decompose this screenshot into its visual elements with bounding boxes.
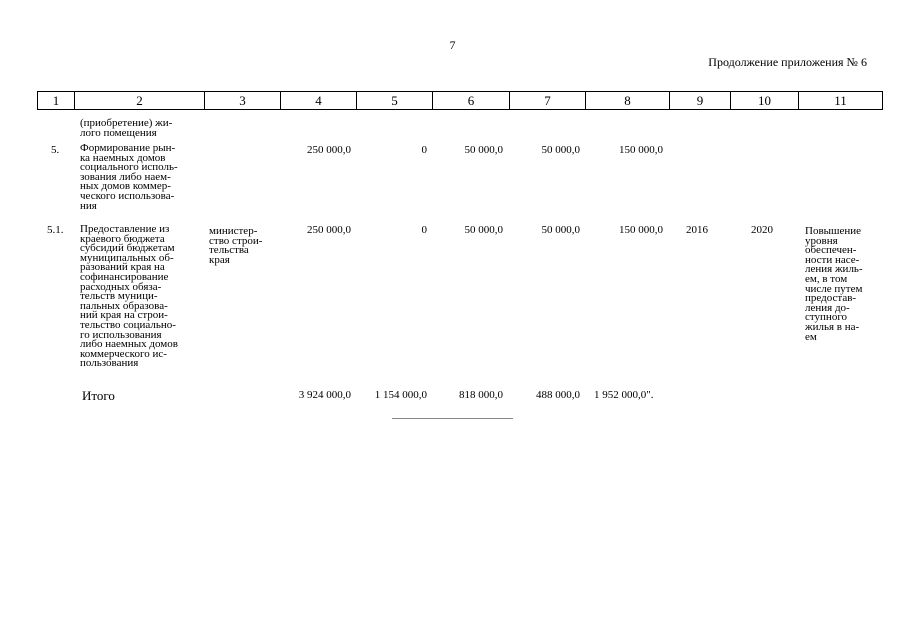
header-cell: 1 bbox=[38, 92, 75, 110]
value-cell: 50 000,0 bbox=[464, 144, 503, 156]
value-cell: 0 bbox=[421, 144, 427, 156]
text-line: ления жиль- bbox=[805, 263, 863, 276]
text-line: лого помещения bbox=[80, 126, 157, 139]
header-cell: 11 bbox=[799, 92, 883, 110]
text-line: ступного bbox=[805, 311, 848, 324]
value-cell: 0 bbox=[421, 224, 427, 236]
header-cell: 6 bbox=[433, 92, 510, 110]
header-cell: 3 bbox=[205, 92, 281, 110]
text-line: коммерческого ис- bbox=[80, 347, 167, 360]
text-line: министер- bbox=[209, 225, 258, 237]
text-line: предостав- bbox=[805, 292, 857, 305]
text-line: числе путем bbox=[805, 282, 863, 295]
text-line: ем, в том bbox=[805, 272, 848, 285]
text-line: ческого использова- bbox=[80, 189, 175, 202]
executor bbox=[209, 227, 279, 265]
header-cell: 10 bbox=[731, 92, 799, 110]
text-line: (приобретение) жи- bbox=[80, 117, 173, 129]
text-line: Повышение bbox=[805, 225, 862, 237]
header-cell: 9 bbox=[670, 92, 731, 110]
text-line: муниципальных об- bbox=[80, 251, 174, 264]
text-line: ем bbox=[805, 330, 817, 343]
text-line: ка наемных домов bbox=[80, 151, 166, 164]
text-line: субсидий бюджетам bbox=[80, 242, 175, 255]
text-line: жилья в на- bbox=[805, 320, 860, 333]
end-divider bbox=[392, 418, 513, 419]
text-line: пальных образова- bbox=[80, 299, 168, 312]
row-name bbox=[80, 225, 200, 369]
header-cell: 2 bbox=[75, 92, 205, 110]
start-year: 2016 bbox=[686, 224, 708, 236]
text-line: краевого бюджета bbox=[80, 232, 165, 245]
text-line: Предоставление из bbox=[80, 223, 170, 235]
text-line: ных домов коммер- bbox=[80, 180, 171, 193]
text-line: го использования bbox=[80, 328, 162, 341]
carryover-text bbox=[80, 119, 200, 138]
text-line: ния bbox=[80, 199, 97, 212]
header-cell: 4 bbox=[281, 92, 357, 110]
value-cell: 250 000,0 bbox=[307, 144, 351, 156]
row-name bbox=[80, 144, 200, 211]
text-line: уровня bbox=[805, 234, 838, 247]
text-line: ления до- bbox=[805, 301, 850, 314]
text-line: либо наемных домов bbox=[80, 338, 178, 351]
text-line: Формирование рын- bbox=[80, 142, 176, 154]
text-line: софинансирование bbox=[80, 270, 169, 283]
text-line: зования либо наем- bbox=[80, 170, 171, 183]
text-line: тельства bbox=[209, 244, 249, 257]
header-cell: 7 bbox=[510, 92, 586, 110]
total-label: Итого bbox=[82, 388, 115, 403]
text-line: ности насе- bbox=[805, 253, 860, 266]
header-cell: 5 bbox=[357, 92, 433, 110]
total-value: 3 924 000,0 bbox=[298, 389, 351, 401]
continuation-heading: Продолжение приложения № 6 bbox=[708, 55, 867, 69]
text-line: социального исполь- bbox=[80, 161, 178, 174]
row-number: 5.1. bbox=[47, 224, 64, 236]
value-cell: 50 000,0 bbox=[541, 144, 580, 156]
text-line: ство строи- bbox=[209, 234, 263, 247]
text-line: тельство социально- bbox=[80, 318, 176, 331]
text-line: пользования bbox=[80, 357, 139, 370]
header-cell: 8 bbox=[586, 92, 670, 110]
text-line: разований края на bbox=[80, 261, 165, 274]
total-value: 1 154 000,0 bbox=[374, 389, 427, 401]
total-value: 818 000,0 bbox=[459, 389, 503, 401]
text-line: расходных обяза- bbox=[80, 280, 162, 293]
value-cell: 50 000,0 bbox=[464, 224, 503, 236]
text-line: ний края на строи- bbox=[80, 309, 168, 322]
total-value: 1 952 000,0". bbox=[594, 389, 654, 401]
value-cell: 250 000,0 bbox=[307, 224, 351, 236]
column-number-header bbox=[37, 91, 883, 110]
text-line: обеспечен- bbox=[805, 244, 857, 257]
total-value: 488 000,0 bbox=[536, 389, 580, 401]
page-number: 7 bbox=[449, 38, 456, 52]
value-cell: 150 000,0 bbox=[619, 224, 663, 236]
text-line: тельств муници- bbox=[80, 290, 158, 303]
value-cell: 50 000,0 bbox=[541, 224, 580, 236]
end-year: 2020 bbox=[751, 224, 773, 236]
text-line: края bbox=[209, 253, 230, 266]
row-number: 5. bbox=[51, 144, 60, 156]
value-cell: 150 000,0 bbox=[619, 144, 663, 156]
expected-result bbox=[805, 227, 877, 342]
